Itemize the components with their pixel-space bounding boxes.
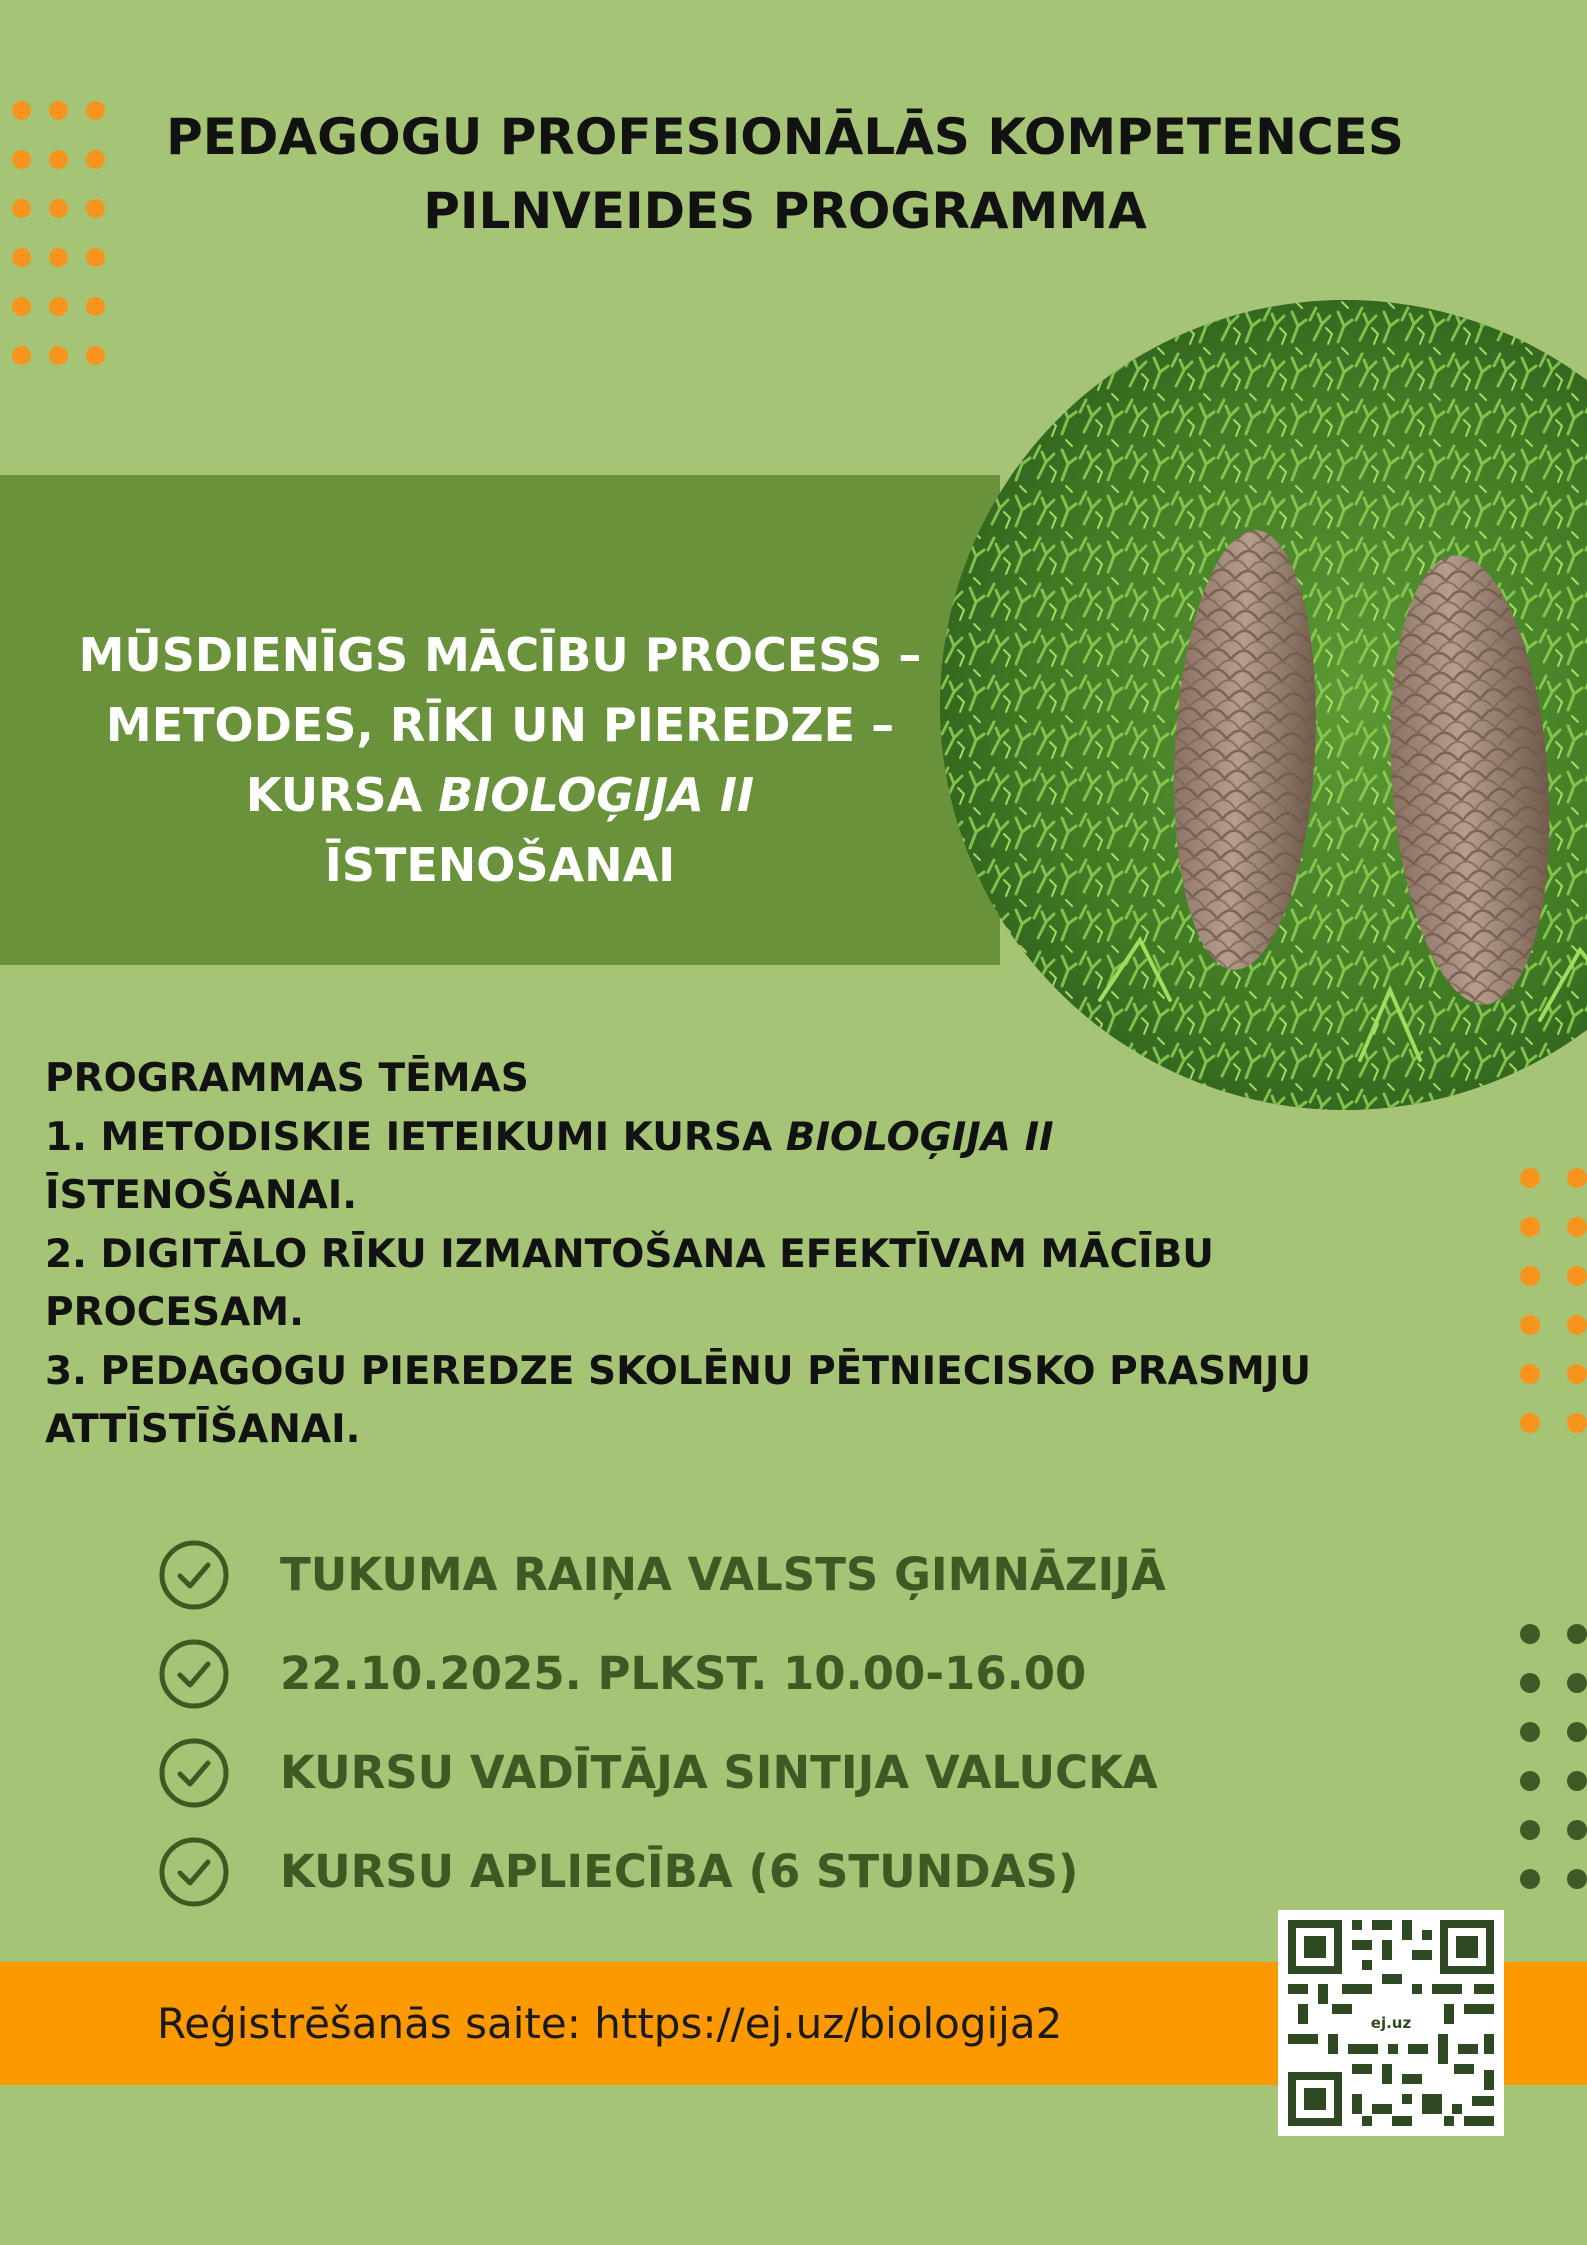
topic-item-2-line1: 2. DIGITĀLO RĪKU IZMANTOŠANA EFEKTĪVAM MĀCĪBU (45, 1231, 1214, 1277)
decorative-dots-right-orange (1520, 1168, 1587, 1433)
pine-cones-photo (940, 300, 1587, 1110)
qr-code[interactable] (1278, 1910, 1504, 2136)
course-title-line2: METODES, RĪKI UN PIEREDZE – (105, 698, 895, 752)
fact-certificate-text: KURSU APLIECĪBA (6 STUNDAS) (280, 1845, 1079, 1898)
fact-date-time-text: 22.10.2025. PLKST. 10.00-16.00 (280, 1647, 1087, 1700)
fact-location (158, 1525, 1166, 1624)
fact-date-time (158, 1624, 1166, 1723)
program-topics (45, 1050, 1465, 1460)
course-title (30, 620, 970, 900)
check-circle-icon (158, 1737, 230, 1809)
topic-item-3-line2: ATTĪSTĪŠANAI. (45, 1407, 361, 1452)
fact-instructor-text: KURSU VADĪTĀJA SINTIJA VALUCKA (280, 1746, 1158, 1799)
topic-item-1-course-name: BIOLOĢIJA II (785, 1114, 1054, 1160)
topic-item-1-suffix: ĪSTENOŠANAI. (45, 1173, 358, 1218)
registration-link[interactable]: Reģistrēšanās saite: https://ej.uz/biologija2 (157, 1999, 1063, 2048)
fact-certificate (158, 1822, 1166, 1921)
decorative-dots-top-left (12, 101, 105, 365)
decorative-dots-right-green (1520, 1624, 1587, 1889)
topic-item-3 (45, 1343, 1465, 1460)
fact-instructor (158, 1723, 1166, 1822)
program-header-line1: PEDAGOGU PROFESIONĀLĀS KOMPETENCES (166, 108, 1404, 166)
topic-item-3-line1: 3. PEDAGOGU PIEREDZE SKOLĒNU PĒTNIECISKO PRASMJU (45, 1348, 1312, 1394)
check-circle-icon (158, 1539, 230, 1611)
check-circle-icon (158, 1638, 230, 1710)
qr-code-label: ej.uz (1358, 2012, 1424, 2034)
program-header-line2: PILNVEIDES PROGRAMMA (423, 182, 1147, 240)
check-circle-icon (158, 1836, 230, 1908)
course-title-course-name: BIOLOĢIJA II (438, 768, 755, 822)
course-title-line1: MŪSDIENĪGS MĀCĪBU PROCESS – (78, 628, 922, 682)
program-header (150, 100, 1420, 248)
topic-item-1 (45, 1109, 1465, 1226)
topics-heading: PROGRAMMAS TĒMAS (45, 1056, 529, 1101)
topic-item-1-prefix: 1. METODISKIE IETEIKUMI KURSA (45, 1114, 786, 1160)
fact-location-text: TUKUMA RAIŅA VALSTS ĢIMNĀZIJĀ (280, 1548, 1166, 1601)
topic-item-2 (45, 1226, 1465, 1343)
course-title-line4: ĪSTENOŠANAI (324, 838, 676, 892)
course-title-line3-prefix: KURSA (245, 768, 439, 822)
course-facts (158, 1525, 1166, 1921)
topic-item-2-line2: PROCESAM. (45, 1290, 304, 1335)
